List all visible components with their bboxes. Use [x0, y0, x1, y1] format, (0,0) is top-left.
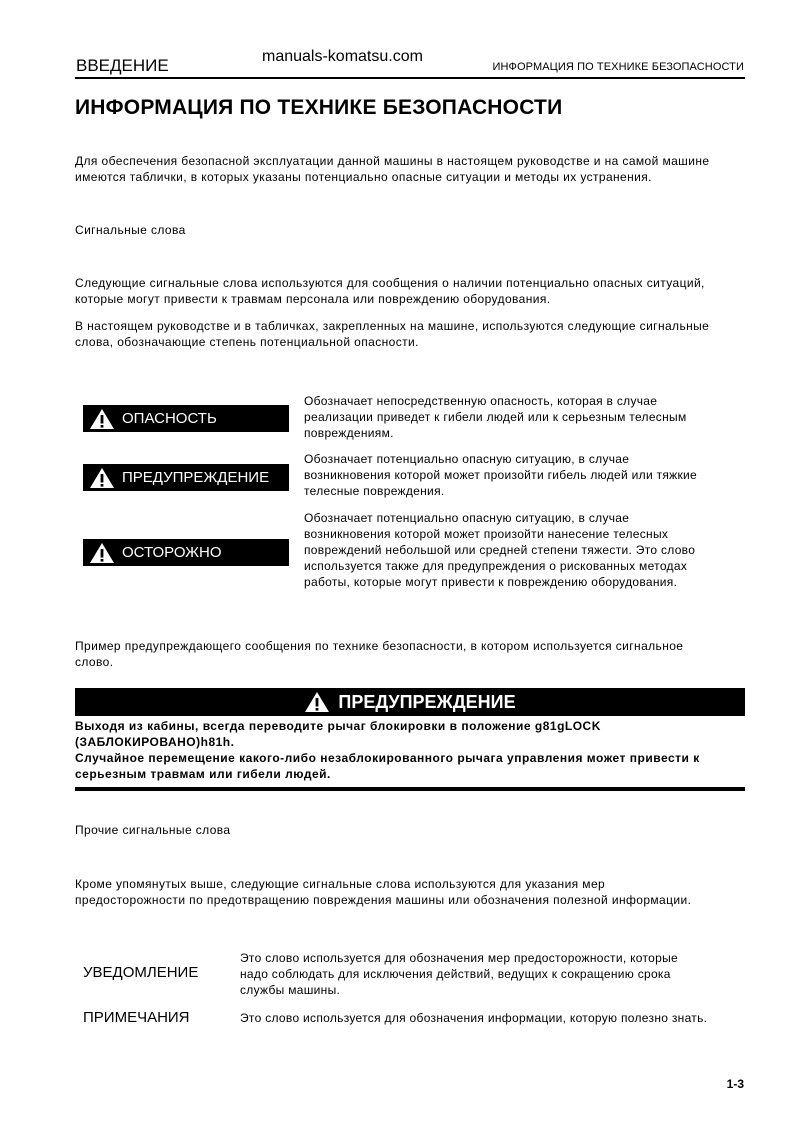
- intro-line: имеются таблички, в которых указаны потенциально опасные ситуации и методы их устранения.: [75, 170, 652, 184]
- warning-line: Выходя из кабины, всегда переводите рычаг блокировки в положение g81gLOCK: [75, 719, 601, 733]
- warning-line: Случайное перемещение какого-либо незаблокированного рычага управления может привести к: [75, 751, 700, 765]
- description-line: работы, которые могут привести к повреждению оборудования.: [304, 575, 678, 589]
- badge-label: ПРЕДУПРЕЖДЕНИЕ: [122, 469, 270, 486]
- danger-badge: [83, 405, 289, 432]
- warning-triangle-icon: [89, 542, 115, 564]
- caution-badge: [83, 539, 289, 566]
- intro-paragraph: [75, 153, 745, 185]
- warning-box-title: ПРЕДУПРЕЖДЕНИЕ: [338, 691, 516, 712]
- description-line: надо соблюдать для исключения действий, ведущих к сокращению срока: [240, 967, 671, 981]
- other-signal-words-heading: Прочие сигнальные слова: [75, 823, 231, 837]
- warning-description: [304, 451, 744, 499]
- description-line: возникновения которой может произойти нанесение телесных: [304, 527, 669, 541]
- warning-triangle-icon: [304, 691, 330, 713]
- description-line: службы машины.: [240, 983, 341, 997]
- warning-box-bottom-rule: [75, 787, 745, 791]
- warning-line: серьезным травмам или гибели людей.: [75, 767, 331, 781]
- page-title: ИНФОРМАЦИЯ ПО ТЕХНИКЕ БЕЗОПАСНОСТИ: [75, 96, 563, 119]
- description-line: Обозначает потенциально опасную ситуацию, в случае: [304, 511, 630, 525]
- warning-box-header: [75, 688, 745, 716]
- section-title: ВВЕДЕНИЕ: [76, 56, 169, 75]
- badge-label: ОПАСНОСТЬ: [122, 410, 217, 427]
- remarks-description: [240, 1010, 745, 1026]
- description-line: используется также для предупреждения о рискованных методах: [304, 559, 688, 573]
- warning-box-body: [75, 716, 745, 782]
- description-line: Обозначает непосредственную опасность, которая в случае: [304, 394, 658, 408]
- signal-words-paragraph-2: [75, 318, 745, 350]
- description-line: Это слово используется для обозначения мер предосторожности, которые: [240, 951, 679, 965]
- description-line: возникновения которой может произойти гибель людей или тяжкие: [304, 468, 698, 482]
- paragraph-line: В настоящем руководстве и в табличках, закрепленных на машине, используются следующие сигнальные: [75, 319, 710, 333]
- section-subtitle: ИНФОРМАЦИЯ ПО ТЕХНИКЕ БЕЗОПАСНОСТИ: [492, 61, 744, 73]
- warning-triangle-icon: [89, 467, 115, 489]
- notice-description: [240, 950, 745, 998]
- header-divider: [75, 77, 745, 79]
- other-signal-words-paragraph: [75, 876, 745, 908]
- paragraph-line: Следующие сигнальные слова используются для сообщения о наличии потенциально опасных ситуаций,: [75, 276, 705, 290]
- danger-description: [304, 393, 744, 441]
- example-paragraph: [75, 638, 745, 670]
- signal-words-heading: Сигнальные слова: [75, 223, 186, 237]
- warning-triangle-icon: [89, 408, 115, 430]
- description-line: повреждений небольшой или средней степени тяжести. Это слово: [304, 543, 696, 557]
- paragraph-line: слово.: [75, 655, 114, 669]
- caution-description: [304, 510, 744, 590]
- page-number: 1-3: [726, 1077, 744, 1091]
- remarks-term: ПРИМЕЧАНИЯ: [83, 1009, 190, 1026]
- description-line: Это слово используется для обозначения информации, которую полезно знать.: [240, 1011, 708, 1025]
- paragraph-line: Пример предупреждающего сообщения по технике безопасности, в котором используется сигнальное: [75, 639, 684, 653]
- intro-line: Для обеспечения безопасной эксплуатации данной машины в настоящем руководстве и на самой машине: [75, 154, 710, 168]
- warning-line: (ЗАБЛОКИРОВАНО)h81h.: [75, 735, 235, 749]
- description-line: реализации приведет к гибели людей или к серьезным телесным: [304, 410, 687, 424]
- description-line: телесные повреждения.: [304, 484, 445, 498]
- warning-message-box: [75, 688, 745, 782]
- warning-badge: [83, 464, 289, 491]
- badge-label: ОСТОРОЖНО: [122, 544, 222, 561]
- description-line: Обозначает потенциально опасную ситуацию, в случае: [304, 452, 630, 466]
- description-line: повреждениям.: [304, 426, 394, 440]
- paragraph-line: Кроме упомянутых выше, следующие сигнальные слова используются для указания мер: [75, 877, 606, 891]
- signal-words-paragraph-1: [75, 275, 745, 307]
- notice-term: УВЕДОМЛЕНИЕ: [83, 964, 199, 981]
- paragraph-line: которые могут привести к травмам персонала или повреждению оборудования.: [75, 292, 551, 306]
- paragraph-line: предосторожности по предотвращению повреждения машины или обозначения полезной информации.: [75, 893, 692, 907]
- watermark: manuals-komatsu.com: [262, 48, 423, 65]
- paragraph-line: слова, обозначающие степень потенциальной опасности.: [75, 335, 419, 349]
